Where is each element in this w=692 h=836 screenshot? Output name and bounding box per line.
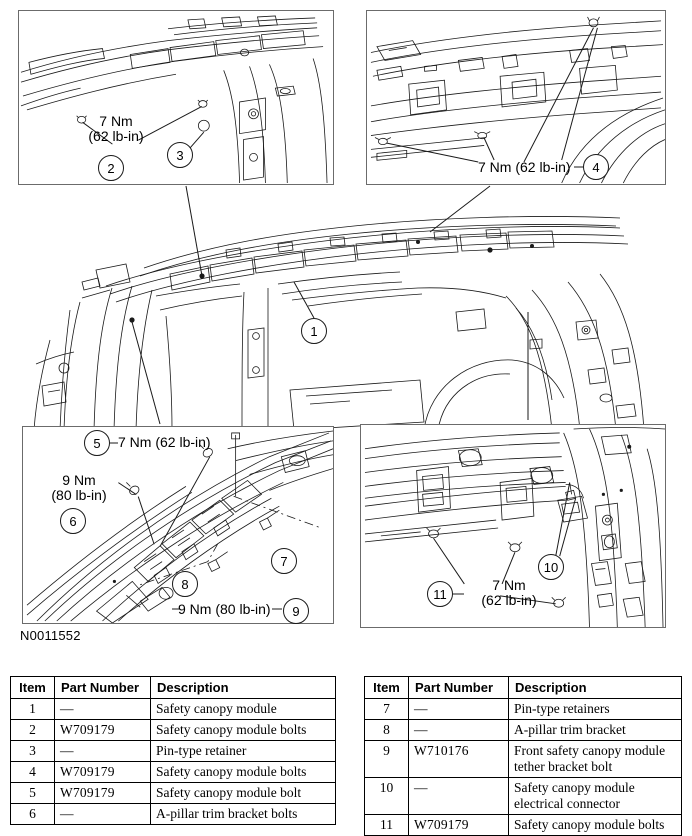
cell-item: 11 — [365, 815, 409, 836]
cell-part: W709179 — [55, 762, 151, 783]
table-row — [365, 741, 682, 778]
cell-desc: Safety canopy module bolts — [509, 815, 682, 836]
table-header-row — [11, 677, 336, 699]
table-row — [11, 720, 336, 741]
callout-1[interactable]: 1 — [301, 318, 327, 344]
torque-value-nm: 7 Nm — [492, 577, 526, 593]
cell-desc: Pin-type retainer — [151, 741, 336, 762]
parts-table-right — [364, 676, 682, 836]
cell-item: 3 — [11, 741, 55, 762]
table-row — [365, 720, 682, 741]
callout-9[interactable]: 9 — [283, 598, 309, 624]
table-row — [365, 778, 682, 815]
column-header-part: Part Number — [409, 677, 509, 699]
illustration-main-body-side — [20, 190, 680, 430]
column-header-item: Item — [11, 677, 55, 699]
torque-spec-bottom-right — [466, 578, 552, 608]
torque-value-nm: 9 Nm — [62, 472, 96, 488]
cell-item: 4 — [11, 762, 55, 783]
cell-item: 6 — [11, 804, 55, 825]
callout-4[interactable]: 4 — [583, 154, 609, 180]
callout-7[interactable]: 7 — [271, 548, 297, 574]
cell-part: — — [409, 699, 509, 720]
cell-part: — — [409, 778, 509, 815]
torque-value-nm: 7 Nm — [99, 113, 133, 129]
cell-item: 9 — [365, 741, 409, 778]
torque-value-lbin: (62 lb-in) — [481, 592, 537, 608]
table-row — [365, 699, 682, 720]
cell-desc: Safety canopy module bolts — [151, 762, 336, 783]
cell-item: 8 — [365, 720, 409, 741]
table-row — [11, 762, 336, 783]
cell-part: W709179 — [409, 815, 509, 836]
torque-value-lbin: (62 lb-in) — [88, 128, 144, 144]
table-row — [11, 741, 336, 762]
cell-desc: A-pillar trim bracket bolts — [151, 804, 336, 825]
column-header-desc: Description — [151, 677, 336, 699]
cell-desc: Safety canopy module electrical connector — [509, 778, 682, 815]
table-header-row — [365, 677, 682, 699]
cell-part: W710176 — [409, 741, 509, 778]
torque-spec-top-left — [80, 114, 152, 144]
torque-spec-top-right — [478, 160, 571, 175]
cell-part: — — [409, 720, 509, 741]
table-row — [365, 815, 682, 836]
cell-item: 1 — [11, 699, 55, 720]
callout-11[interactable]: 11 — [427, 581, 453, 607]
cell-part: — — [55, 804, 151, 825]
table-row — [11, 699, 336, 720]
cell-desc: Front safety canopy module tether bracket bolt — [509, 741, 682, 778]
callout-5[interactable]: 5 — [84, 430, 110, 456]
column-header-desc: Description — [509, 677, 682, 699]
torque-spec-bottom-left-5: 7 Nm (62 lb-in) — [118, 434, 211, 450]
table-row — [11, 783, 336, 804]
column-header-part: Part Number — [55, 677, 151, 699]
cell-desc: A-pillar trim bracket — [509, 720, 682, 741]
torque-spec-bottom-left-6 — [38, 473, 120, 503]
callout-8[interactable]: 8 — [172, 571, 198, 597]
table-row — [11, 804, 336, 825]
column-header-item: Item — [365, 677, 409, 699]
cell-item: 5 — [11, 783, 55, 804]
cell-part: — — [55, 741, 151, 762]
cell-part: — — [55, 699, 151, 720]
callout-10[interactable]: 10 — [538, 554, 564, 580]
callout-2[interactable]: 2 — [98, 155, 124, 181]
cell-item: 2 — [11, 720, 55, 741]
cell-desc: Pin-type retainers — [509, 699, 682, 720]
torque-value-lbin: (80 lb-in) — [51, 487, 107, 503]
cell-desc: Safety canopy module — [151, 699, 336, 720]
cell-item: 10 — [365, 778, 409, 815]
cell-desc: Safety canopy module bolt — [151, 783, 336, 804]
cell-item: 7 — [365, 699, 409, 720]
cell-desc: Safety canopy module bolts — [151, 720, 336, 741]
parts-table-left — [10, 676, 336, 825]
callout-3[interactable]: 3 — [167, 142, 193, 168]
torque-value-nm: 7 Nm (62 lb-in) — [478, 159, 571, 175]
figure-id-label: N0011552 — [20, 628, 81, 643]
callout-6[interactable]: 6 — [60, 508, 86, 534]
cell-part: W709179 — [55, 720, 151, 741]
cell-part: W709179 — [55, 783, 151, 804]
torque-spec-bottom-left-9: 9 Nm (80 lb-in) — [178, 601, 271, 617]
